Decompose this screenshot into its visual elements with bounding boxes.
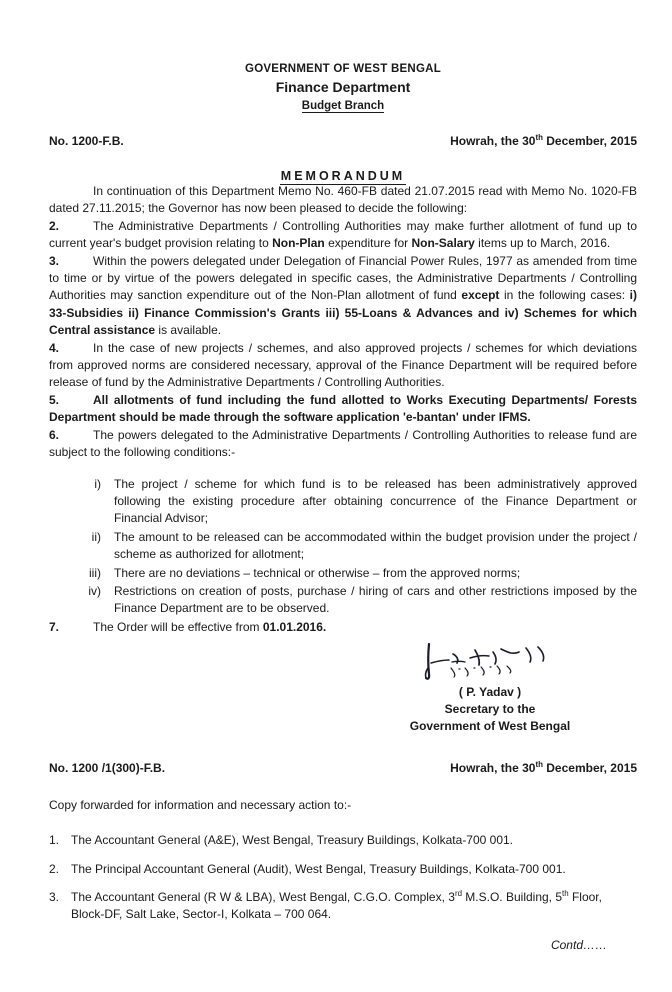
memo-place-date-suffix: December, 2015 [542,134,637,148]
branch-name-text: Budget Branch [301,100,385,112]
condition-marker: i) [94,476,101,491]
body-text: expenditure for [324,236,412,251]
body-text: In the case of new projects / schemes, and also approved projects / schemes for which deviations from approved norms are considered necessary, approval of the Finance Department will be required before release of fund by the Administrative Departments / Controlling Authorities. [49,340,637,390]
condition-marker: ii) [91,529,101,544]
clause-number: 6. [49,427,60,442]
recipient-item [49,832,637,849]
memorandum-title [49,169,637,183]
handwritten-signature-icon [345,638,635,684]
letterhead [49,62,637,114]
memo-number-2: No. 1200 /1(300)-F.B. [49,761,166,776]
forwarded-note: Copy forwarded for information and necessary action to:- [49,798,352,813]
memo-place-date-prefix: Howrah, the 30 [450,134,536,148]
signatory-name: ( P. Yadav ) [458,685,522,700]
condition-text: The project / scheme for which fund is to be released has been administratively approved following the existing procedure after obtaining concurrence of the Finance Department or Financial Advisor; [114,476,637,526]
condition-item [49,583,637,618]
memo-place-date [450,134,637,148]
body-text: The powers delegated to the Administrative Departments / Controlling Authorities to release fund are subject to the following conditions:- [49,427,637,460]
recipient-text: The Accountant General (R W & LBA), West Bengal, C.G.O. Complex, 3 [71,889,455,904]
branch-name [49,98,637,114]
body-text: in the following cases: [499,288,630,303]
clause-number: 4. [49,340,60,355]
department-name: Finance Department [275,79,411,95]
condition-item [49,476,637,528]
memo-reference-row [49,134,637,148]
body-text: The Order will be effective from [93,619,263,634]
memo-place-date-2-prefix: Howrah, the 30 [450,761,536,776]
clause-paragraph [49,253,637,340]
ordinal-suffix: rd [454,888,462,898]
condition-item [49,529,637,564]
memo-date-2-ordinal-suffix: th [535,760,543,770]
condition-item [49,565,637,582]
clause-7 [49,619,637,636]
signature-block [345,638,635,735]
document-body [49,0,637,952]
body-text: is available. [155,323,222,338]
recipient-text: M.S.O. Building, 5 [461,889,563,904]
clause-paragraph [49,427,637,462]
recipient-text: The Principal Accountant General (Audit), West Bengal, Treasury Buildings, Kolkata-700 001. [71,861,566,876]
recipient-number: 2. [49,861,60,876]
signatory-role: Secretary to the [444,702,536,717]
memo-place-date-2 [450,761,637,775]
continued-footer: Contd…… [550,937,607,952]
condition-marker: iv) [88,583,101,598]
memo-place-date-2-suffix: December, 2015 [542,761,637,776]
condition-marker: iii) [89,565,101,580]
clause-paragraph [49,218,637,253]
memo-number: No. 1200-F.B. [49,134,124,148]
emphasis-text: Non-Plan [272,236,325,251]
recipient-number: 3. [49,889,60,904]
body-text: The Administrative Departments / Controlling Authorities may make further allotment of fund up to current year's budget provision relating to [49,218,637,251]
clause-number: 7. [49,619,60,634]
clause-paragraph [49,392,637,427]
condition-text: There are no deviations – technical or otherwise – from the approved norms; [114,565,521,580]
recipient-item [49,861,637,878]
clause-number: 3. [49,253,60,268]
intro-paragraph: In continuation of this Department Memo No. 460-FB dated 21.07.2015 read with Memo No. 1020-FB dated 27.11.2015; the Governor has now been pleased to decide the following: [49,184,637,216]
body-text: items up to March, 2016. [474,236,611,251]
recipient-number: 1. [49,833,60,848]
clause-list [49,218,637,462]
clause-number: 5. [49,392,60,407]
memo-date-ordinal-suffix: th [535,133,543,142]
condition-text: Restrictions on creation of posts, purchase / hiring of cars and other restrictions imposed by the Finance Department are to be observed. [114,583,637,616]
body-text: Within the powers delegated under Delegation of Financial Power Rules, 1977 as amended from time to time or by virtue of the powers delegated in specific cases, the Administrative Departments / Controlling Authorities may sanction expenditure out of the Non-Plan allotment of fund [49,253,637,303]
emphasis-text: 01.01.2016. [262,619,327,634]
memo-reference-row-2 [49,761,637,775]
emphasis-text: Non-Salary [411,236,475,251]
emphasis-text: i) 33-Subsidies ii) Finance Commission's Grants iii) 55-Loans & Advances and iv) Schemes for which Central assistance [49,288,637,338]
emphasis-text: All allotments of fund including the fund allotted to Works Executing Departments/ Forests Department should be made through the software application 'e-bantan' under IFMS. [49,392,637,425]
conditions-list [49,476,637,618]
condition-text: The amount to be released can be accommodated within the budget provision under the project / scheme as authorized for allotment; [114,529,637,562]
memorandum-title-text: MEMORANDUM [280,169,406,183]
clause-number: 2. [49,218,60,233]
signatory-government: Government of West Bengal [409,719,571,734]
recipients-list [49,832,637,924]
recipient-item [49,889,637,924]
recipient-text: The Accountant General (A&E), West Bengal, Treasury Buildings, Kolkata-700 001. [71,833,514,848]
government-name: GOVERNMENT OF WEST BENGAL [245,63,441,75]
ordinal-suffix: th [562,888,569,898]
recipient-text: Floor, Block-DF, Salt Lake, Sector-I, Kolkata – 700 064. [71,889,602,922]
emphasis-text: except [461,288,500,303]
clause-paragraph [49,340,637,392]
